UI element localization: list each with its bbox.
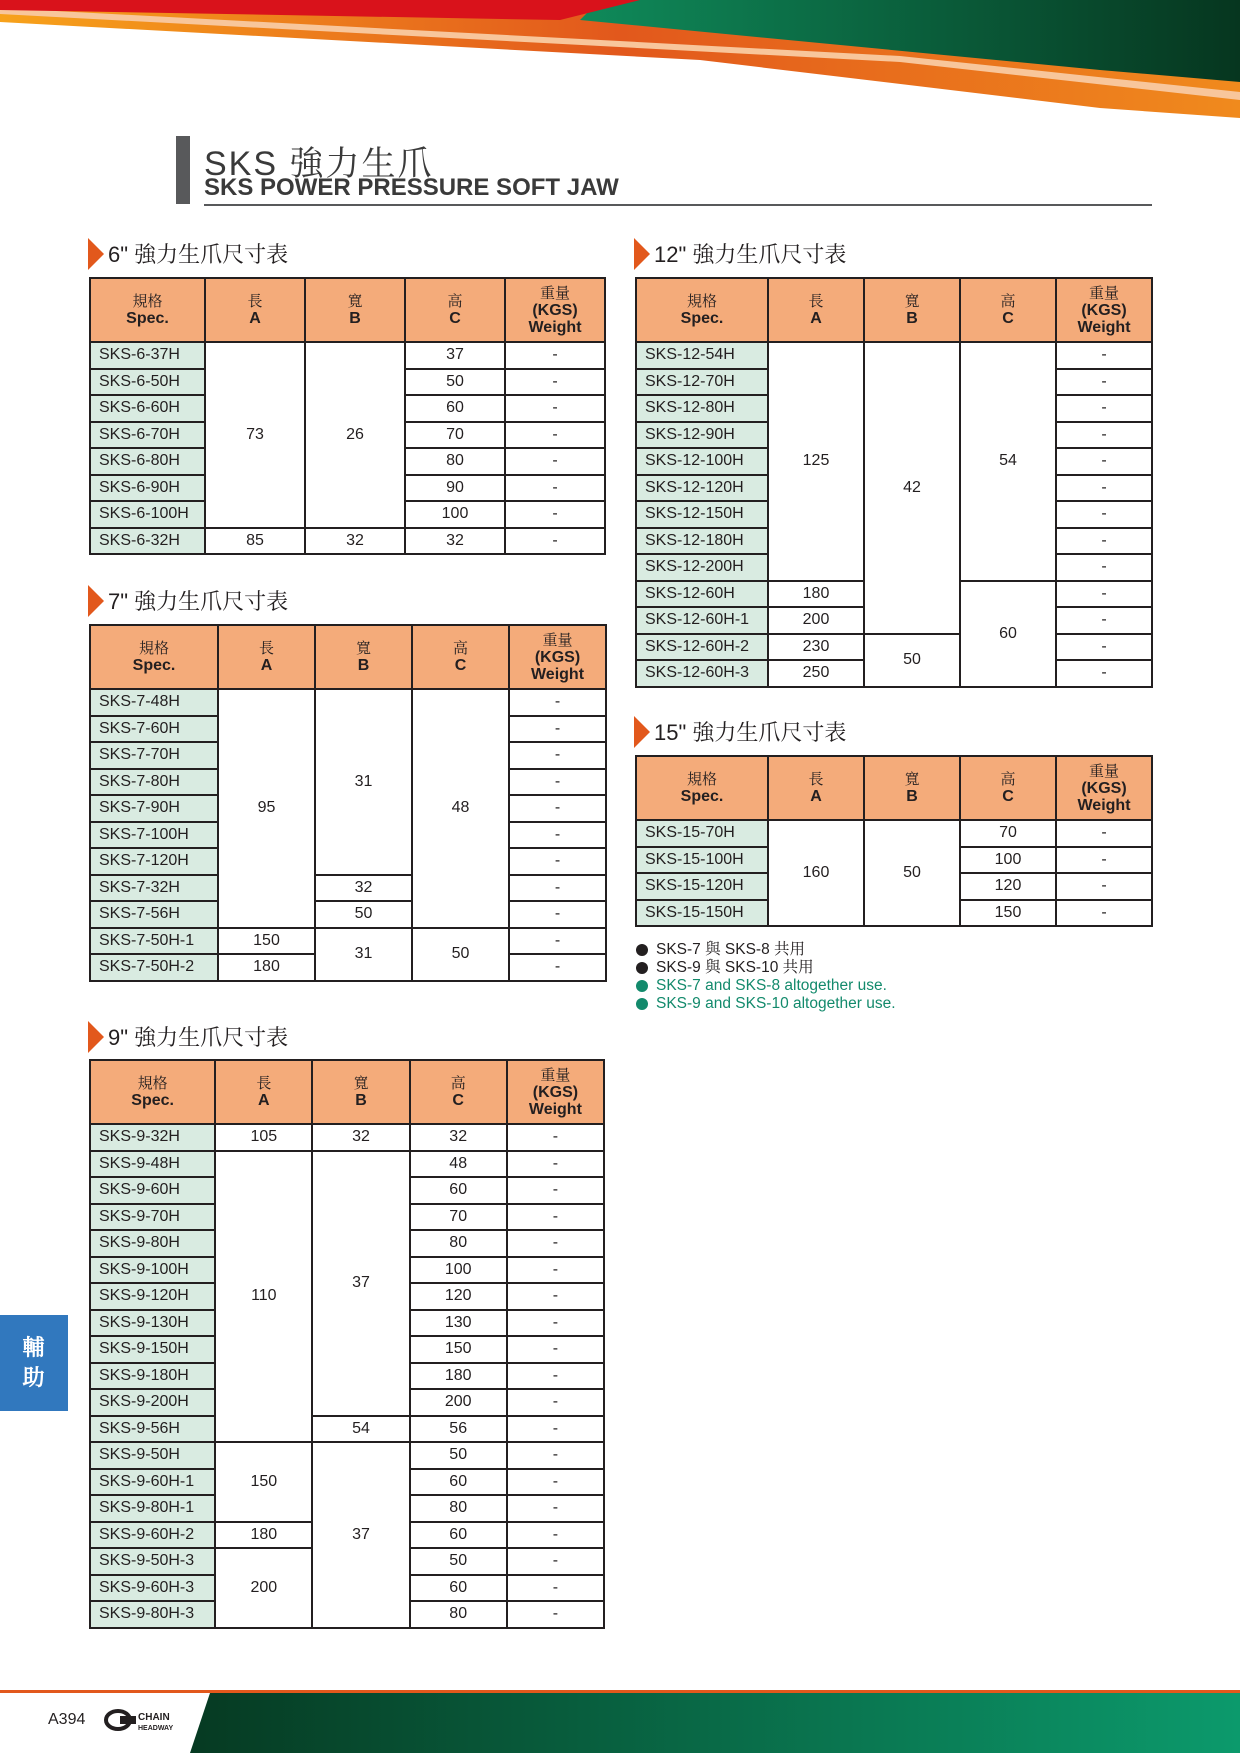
header-length-a: 長 A [215,1060,312,1124]
spec-cell: SKS-7-100H [90,822,218,849]
spec-cell: SKS-9-70H [90,1204,215,1231]
length-a-cell: 150 [218,928,315,955]
header-width-b: 寬 B [305,278,405,342]
table-row [90,928,606,955]
spec-cell: SKS-7-90H [90,795,218,822]
section-title-15: 15" 強力生爪尺寸表 [634,716,846,750]
height-c-cell: 32 [405,528,505,555]
page-title-zh: SKS 強力生爪 [204,145,434,183]
weight-cell: - [509,795,606,822]
weight-cell: - [1056,422,1152,449]
spec-cell: SKS-6-100H [90,501,205,528]
height-c-cell: 120 [960,873,1056,900]
height-c-cell: 70 [405,422,505,449]
weight-cell: - [507,1177,604,1204]
spec-cell: SKS-12-60H [636,581,768,608]
spec-cell: SKS-7-70H [90,742,218,769]
section-title-6: 6" 強力生爪尺寸表 [88,238,288,272]
height-c-cell: 150 [410,1336,507,1363]
spec-cell: SKS-12-90H [636,422,768,449]
length-a-cell: 110 [215,1151,312,1443]
weight-cell: - [507,1442,604,1469]
spec-cell: SKS-7-120H [90,848,218,875]
spec-table-6 [89,277,606,555]
width-b-cell: 50 [864,634,960,687]
section-title-7: 7" 強力生爪尺寸表 [88,585,288,619]
height-c-cell: 54 [960,342,1056,581]
weight-cell: - [507,1522,604,1549]
height-c-cell: 60 [410,1575,507,1602]
spec-cell: SKS-12-80H [636,395,768,422]
header-height-c: 高 C [405,278,505,342]
height-c-cell: 50 [410,1442,507,1469]
weight-cell: - [507,1575,604,1602]
weight-cell: - [509,848,606,875]
table-row [90,901,606,928]
arrow-icon [88,238,104,270]
weight-cell: - [507,1495,604,1522]
header-spec: 規格 Spec. [90,278,205,342]
table-row [636,820,1152,847]
height-c-cell: 90 [405,475,505,502]
weight-cell: - [507,1548,604,1575]
spec-cell: SKS-9-60H-2 [90,1522,215,1549]
spec-cell: SKS-9-50H-3 [90,1548,215,1575]
side-tab[interactable] [0,1315,68,1411]
header-length-a: 長 A [768,278,864,342]
header-width-b: 寬 B [312,1060,409,1124]
weight-cell: - [507,1469,604,1496]
height-c-cell: 60 [410,1177,507,1204]
weight-cell: - [507,1124,604,1151]
spec-cell: SKS-9-130H [90,1310,215,1337]
width-b-cell: 31 [315,689,412,875]
weight-cell: - [505,475,605,502]
length-a-cell: 250 [768,660,864,687]
weight-cell: - [505,342,605,369]
spec-cell: SKS-9-56H [90,1416,215,1443]
height-c-cell: 32 [410,1124,507,1151]
length-a-cell: 180 [218,954,315,981]
bottom-banner [0,1690,1240,1753]
weight-cell: - [1056,475,1152,502]
width-b-cell: 37 [312,1151,409,1416]
width-b-cell: 32 [305,528,405,555]
height-c-cell: 37 [405,342,505,369]
weight-cell: - [1056,660,1152,687]
height-c-cell: 80 [410,1230,507,1257]
height-c-cell: 70 [410,1204,507,1231]
header-height-c: 高 C [410,1060,507,1124]
header-width-b: 寬 B [864,278,960,342]
table-row [90,1151,604,1178]
spec-cell: SKS-9-50H [90,1442,215,1469]
spec-cell: SKS-7-32H [90,875,218,902]
height-c-cell: 70 [960,820,1056,847]
weight-cell: - [1056,501,1152,528]
weight-cell: - [1056,847,1152,874]
spec-cell: SKS-7-48H [90,689,218,716]
height-c-cell: 56 [410,1416,507,1443]
spec-cell: SKS-12-70H [636,369,768,396]
side-tab-line-2: 助 [22,1365,46,1390]
length-a-cell: 73 [205,342,305,528]
length-a-cell: 85 [205,528,305,555]
spec-cell: SKS-6-90H [90,475,205,502]
spec-cell: SKS-9-48H [90,1151,215,1178]
header-spec: 規格 Spec. [90,625,218,689]
spec-cell: SKS-15-100H [636,847,768,874]
spec-cell: SKS-9-80H-3 [90,1601,215,1628]
header-length-a: 長 A [205,278,305,342]
height-c-cell: 60 [405,395,505,422]
weight-cell: - [507,1204,604,1231]
height-c-cell: 60 [960,581,1056,687]
height-c-cell: 100 [410,1257,507,1284]
spec-cell: SKS-7-56H [90,901,218,928]
spec-table-7 [89,624,607,982]
length-a-cell: 125 [768,342,864,581]
width-b-cell: 32 [312,1124,409,1151]
spec-cell: SKS-7-50H-1 [90,928,218,955]
spec-cell: SKS-6-37H [90,342,205,369]
table-row [636,634,1152,661]
length-a-cell: 180 [768,581,864,608]
width-b-cell: 26 [305,342,405,528]
width-b-cell: 54 [312,1416,409,1443]
weight-cell: - [1056,528,1152,555]
width-b-cell: 32 [315,875,412,902]
header-width-b: 寬 B [864,756,960,820]
weight-cell: - [509,928,606,955]
spec-cell: SKS-6-70H [90,422,205,449]
arrow-icon [88,1021,104,1053]
notes-list [636,941,896,1013]
weight-cell: - [505,448,605,475]
width-b-cell: 37 [312,1442,409,1628]
header-spec: 規格 Spec. [636,756,768,820]
weight-cell: - [1056,634,1152,661]
length-a-cell: 180 [215,1522,312,1549]
brand-logo-icon [104,1707,186,1733]
spec-cell: SKS-12-180H [636,528,768,555]
spec-cell: SKS-9-120H [90,1283,215,1310]
header-weight: 重量 (KGS) Weight [505,278,605,342]
weight-cell: - [1056,342,1152,369]
weight-cell: - [1056,448,1152,475]
header-width-b: 寬 B [315,625,412,689]
height-c-cell: 48 [410,1151,507,1178]
height-c-cell: 130 [410,1310,507,1337]
spec-cell: SKS-9-60H [90,1177,215,1204]
table-row [90,875,606,902]
weight-cell: - [507,1310,604,1337]
header-weight: 重量 (KGS) Weight [1056,756,1152,820]
page-title-block [176,136,1152,206]
width-b-cell: 42 [864,342,960,634]
height-c-cell: 200 [410,1389,507,1416]
table-row [90,1416,604,1443]
spec-table-15 [635,755,1153,927]
spec-cell: SKS-9-180H [90,1363,215,1390]
weight-cell: - [1056,554,1152,581]
spec-table-12 [635,277,1153,688]
bullet-icon [636,980,648,992]
weight-cell: - [1056,581,1152,608]
spec-cell: SKS-9-200H [90,1389,215,1416]
weight-cell: - [509,901,606,928]
spec-cell: SKS-15-70H [636,820,768,847]
spec-cell: SKS-9-150H [90,1336,215,1363]
spec-cell: SKS-9-80H [90,1230,215,1257]
weight-cell: - [509,716,606,743]
weight-cell: - [1056,900,1152,927]
spec-cell: SKS-12-60H-1 [636,607,768,634]
weight-cell: - [507,1336,604,1363]
spec-cell: SKS-12-200H [636,554,768,581]
side-tab-line-1: 輔 [22,1335,46,1360]
top-banner [0,0,1240,120]
spec-cell: SKS-7-50H-2 [90,954,218,981]
table-row [90,1442,604,1469]
length-a-cell: 230 [768,634,864,661]
arrow-icon [634,238,650,270]
spec-cell: SKS-9-80H-1 [90,1495,215,1522]
weight-cell: - [509,689,606,716]
spec-cell: SKS-9-100H [90,1257,215,1284]
weight-cell: - [505,501,605,528]
height-c-cell: 80 [405,448,505,475]
weight-cell: - [509,875,606,902]
section-title-9: 9" 強力生爪尺寸表 [88,1021,288,1055]
header-length-a: 長 A [768,756,864,820]
height-c-cell: 50 [412,928,509,981]
arrow-icon [634,716,650,748]
table-row [90,528,605,555]
height-c-cell: 60 [410,1522,507,1549]
table-row [90,1124,604,1151]
height-c-cell: 60 [410,1469,507,1496]
bullet-icon [636,944,648,956]
weight-cell: - [505,528,605,555]
page-number: A394 [48,1711,86,1728]
spec-cell: SKS-6-80H [90,448,205,475]
weight-cell: - [1056,607,1152,634]
spec-cell: SKS-9-32H [90,1124,215,1151]
spec-cell: SKS-6-50H [90,369,205,396]
title-underline [204,204,1152,206]
weight-cell: - [509,742,606,769]
spec-cell: SKS-12-150H [636,501,768,528]
spec-cell: SKS-6-60H [90,395,205,422]
weight-cell: - [507,1283,604,1310]
weight-cell: - [507,1257,604,1284]
height-c-cell: 50 [405,369,505,396]
weight-cell: - [507,1230,604,1257]
length-a-cell: 200 [768,607,864,634]
bullet-icon [636,962,648,974]
spec-cell: SKS-9-60H-3 [90,1575,215,1602]
header-height-c: 高 C [960,756,1056,820]
height-c-cell: 120 [410,1283,507,1310]
spec-cell: SKS-7-60H [90,716,218,743]
weight-cell: - [507,1389,604,1416]
length-a-cell: 200 [215,1548,312,1628]
spec-cell: SKS-15-120H [636,873,768,900]
title-bar [176,136,190,204]
weight-cell: - [1056,873,1152,900]
height-c-cell: 50 [410,1548,507,1575]
table-row [636,342,1152,369]
arrow-icon [88,585,104,617]
weight-cell: - [505,422,605,449]
spec-table-9 [89,1059,605,1629]
weight-cell: - [505,395,605,422]
header-height-c: 高 C [412,625,509,689]
weight-cell: - [507,1601,604,1628]
height-c-cell: 100 [960,847,1056,874]
length-a-cell: 160 [768,820,864,926]
weight-cell: - [505,369,605,396]
bullet-icon [636,998,648,1010]
note-item: SKS-7 與 SKS-8 共用 [636,941,896,959]
spec-cell: SKS-12-120H [636,475,768,502]
length-a-cell: 150 [215,1442,312,1522]
note-item: SKS-7 and SKS-8 altogether use. [636,977,896,995]
header-weight: 重量 (KGS) Weight [1056,278,1152,342]
spec-cell: SKS-15-150H [636,900,768,927]
header-length-a: 長 A [218,625,315,689]
weight-cell: - [1056,369,1152,396]
spec-cell: SKS-12-54H [636,342,768,369]
weight-cell: - [1056,395,1152,422]
width-b-cell: 50 [864,820,960,926]
spec-cell: SKS-12-60H-2 [636,634,768,661]
weight-cell: - [507,1416,604,1443]
header-spec: 規格 Spec. [636,278,768,342]
spec-cell: SKS-12-60H-3 [636,660,768,687]
width-b-cell: 50 [315,901,412,928]
weight-cell: - [509,954,606,981]
height-c-cell: 80 [410,1495,507,1522]
header-weight: 重量 (KGS) Weight [507,1060,604,1124]
length-a-cell: 95 [218,689,315,928]
spec-cell: SKS-12-100H [636,448,768,475]
header-height-c: 高 C [960,278,1056,342]
height-c-cell: 180 [410,1363,507,1390]
section-title-12: 12" 強力生爪尺寸表 [634,238,846,272]
page-title-en: SKS POWER PRESSURE SOFT JAW [204,174,619,201]
weight-cell: - [507,1151,604,1178]
weight-cell: - [509,769,606,796]
spec-cell: SKS-7-80H [90,769,218,796]
spec-cell: SKS-6-32H [90,528,205,555]
table-row [90,342,605,369]
length-a-cell: 105 [215,1124,312,1151]
svg-text:CHAIN: CHAIN [138,1712,170,1723]
height-c-cell: 80 [410,1601,507,1628]
header-spec: 規格 Spec. [90,1060,215,1124]
spec-cell: SKS-9-60H-1 [90,1469,215,1496]
height-c-cell: 150 [960,900,1056,927]
width-b-cell: 31 [315,928,412,981]
note-item: SKS-9 and SKS-10 altogether use. [636,995,896,1013]
height-c-cell: 100 [405,501,505,528]
note-item: SKS-9 與 SKS-10 共用 [636,959,896,977]
weight-cell: - [509,822,606,849]
weight-cell: - [507,1363,604,1390]
header-weight: 重量 (KGS) Weight [509,625,606,689]
height-c-cell: 48 [412,689,509,928]
weight-cell: - [1056,820,1152,847]
svg-text:HEADWAY: HEADWAY [138,1725,174,1732]
table-row [90,689,606,716]
